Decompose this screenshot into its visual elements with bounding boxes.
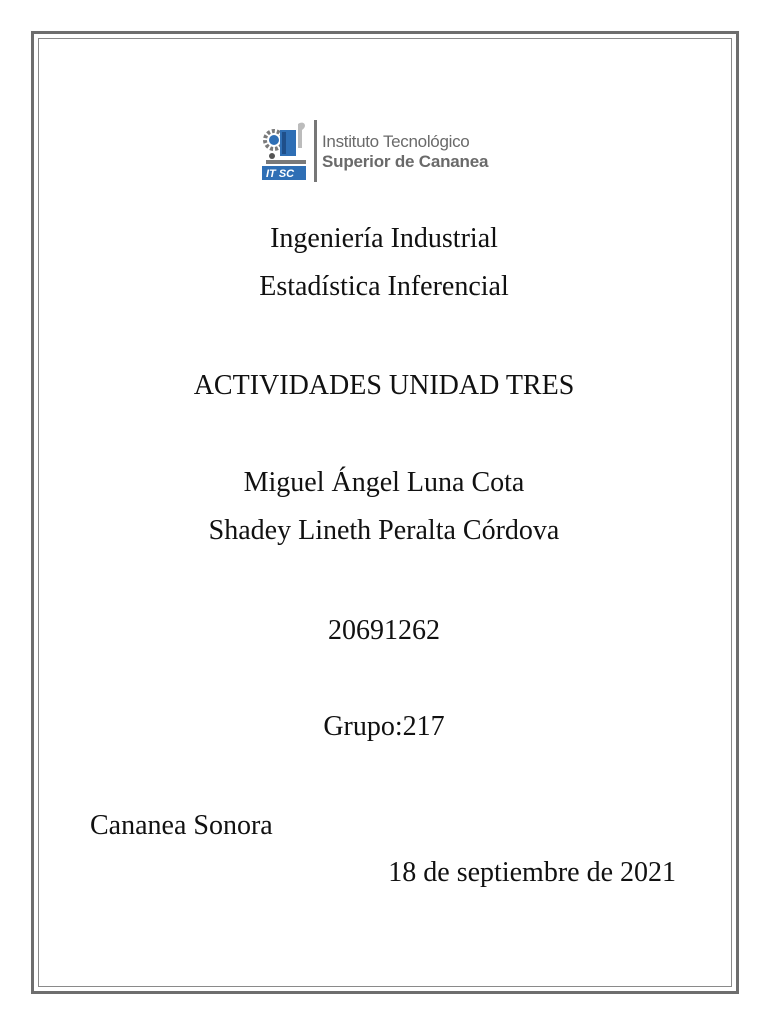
document-title: ACTIVIDADES UNIDAD TRES xyxy=(193,370,575,401)
institution-name-line1: Instituto Tecnológico xyxy=(322,132,470,151)
career-name: Ingeniería Industrial xyxy=(270,223,498,254)
institution-name-line2: Superior de Cananea xyxy=(322,152,489,171)
student-id: 20691262 xyxy=(328,615,440,646)
location: Cananea Sonora xyxy=(90,810,273,841)
group-number: Grupo:217 xyxy=(323,711,445,742)
emblem-text: IT SC xyxy=(266,168,295,180)
author-2: Shadey Lineth Peralta Córdova xyxy=(208,515,560,546)
institution-logo xyxy=(260,118,510,184)
document-date: 18 de septiembre de 2021 xyxy=(388,857,676,888)
itsc-emblem-icon xyxy=(260,118,310,184)
author-1: Miguel Ángel Luna Cota xyxy=(243,467,525,498)
subject-name: Estadística Inferencial xyxy=(259,271,509,302)
logo-divider xyxy=(314,120,317,182)
